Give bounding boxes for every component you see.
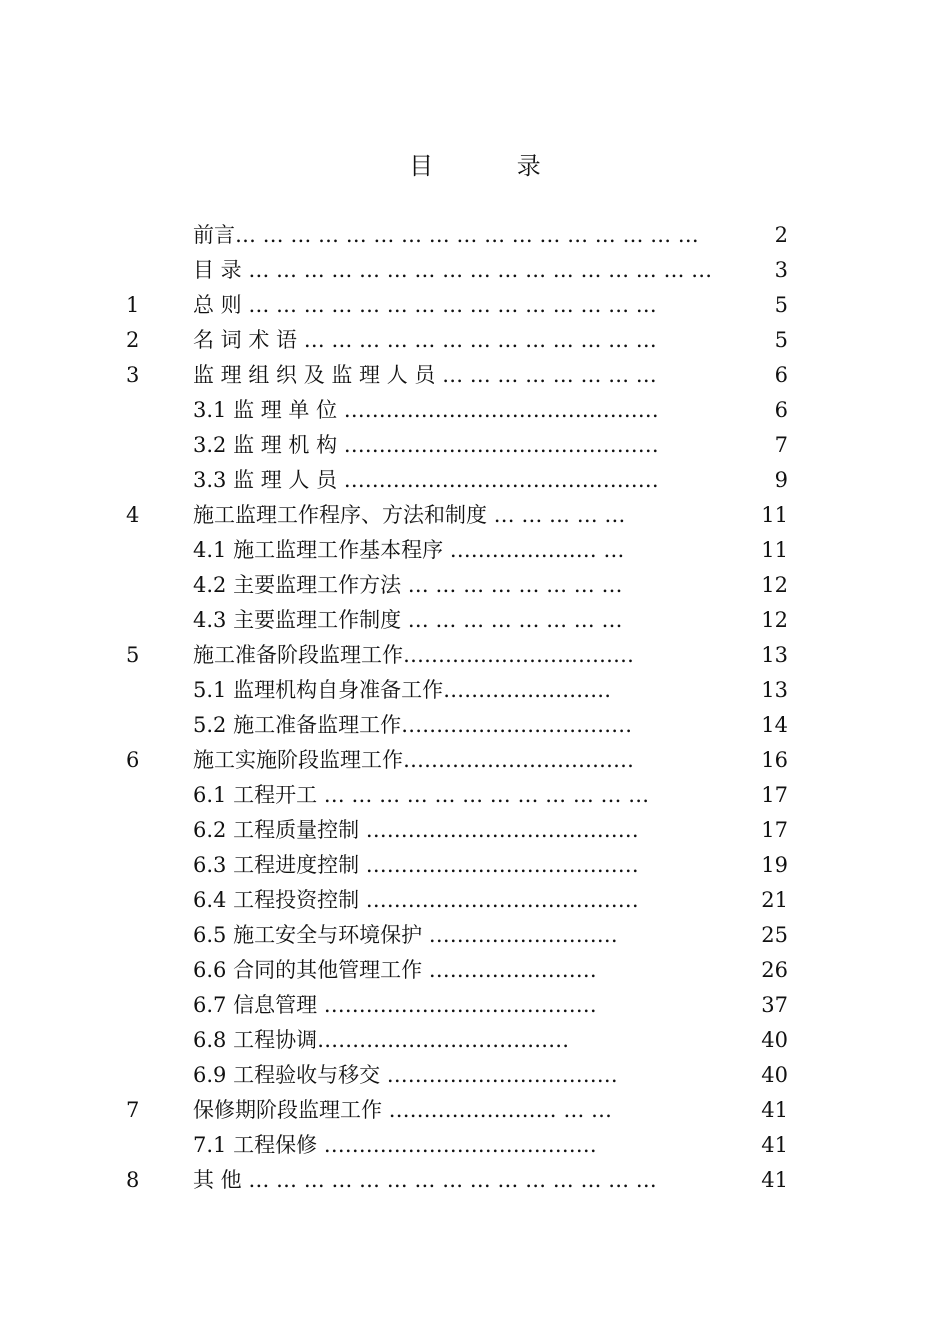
toc-entry[interactable] [0,848,950,883]
toc-entry-page: 7 [774,433,788,457]
toc-entry-number: 2 [126,328,140,352]
toc-entry-title: 6.6 合同的其他管理工作 …………………… [193,958,597,982]
toc-entry[interactable] [0,428,950,463]
toc-entry-page: 26 [761,958,788,982]
toc-entry-title: 6.8 工程协调……………………………… [193,1028,570,1052]
toc-entry[interactable] [0,463,950,498]
toc-entry-page: 12 [761,573,788,597]
toc-entry-page: 3 [774,258,788,282]
toc-entry-title: 3.3 监 理 人 员 ……………………………………… [193,468,659,492]
toc-entry[interactable] [0,638,950,673]
toc-entry-title: 名 词 术 语 … … … … … … … … … … … … … [193,328,657,352]
toc-entry[interactable] [0,393,950,428]
toc-entry[interactable] [0,1058,950,1093]
toc-entry[interactable] [0,253,950,288]
toc-entry-title: 其 他 … … … … … … … … … … … … … … … [193,1168,657,1192]
toc-entry-title: 6.4 工程投资控制 ………………………………… [193,888,639,912]
toc-entry-number: 8 [126,1168,140,1192]
toc-entry[interactable] [0,778,950,813]
toc-entry[interactable] [0,883,950,918]
toc-entry-page: 13 [761,643,788,667]
toc-entry-page: 40 [761,1063,788,1087]
toc-entry[interactable] [0,533,950,568]
toc-entry-title: 6.7 信息管理 ………………………………… [193,993,597,1017]
toc-entry[interactable] [0,1128,950,1163]
toc-entry[interactable] [0,288,950,323]
toc-entry-title: 4.1 施工监理工作基本程序 ………………… … [193,538,625,562]
toc-entry[interactable] [0,673,950,708]
toc-entry-title: 6.3 工程进度控制 ………………………………… [193,853,639,877]
toc-entry-page: 41 [761,1168,788,1192]
toc-entry-title: 4.3 主要监理工作制度 … … … … … … … … [193,608,623,632]
toc-entry[interactable] [0,1163,950,1198]
toc-entry-number: 1 [126,293,140,317]
toc-entry-title: 4.2 主要监理工作方法 … … … … … … … … [193,573,623,597]
toc-entry-title: 施工监理工作程序、方法和制度 … … … … … [193,503,626,527]
toc-entry-page: 6 [774,398,788,422]
toc-entry-title: 6.1 工程开工 … … … … … … … … … … … … [193,783,650,807]
toc-entry-page: 11 [761,538,788,562]
table-of-contents [0,218,950,1198]
toc-entry[interactable] [0,358,950,393]
toc-entry[interactable] [0,813,950,848]
toc-entry-title: 施工实施阶段监理工作…………………………… [193,748,634,772]
toc-entry[interactable] [0,953,950,988]
toc-entry[interactable] [0,568,950,603]
toc-entry-page: 17 [761,783,788,807]
toc-entry-page: 16 [761,748,788,772]
toc-entry-page: 37 [761,993,788,1017]
toc-entry-title: 施工准备阶段监理工作…………………………… [193,643,634,667]
toc-entry-page: 41 [761,1098,788,1122]
toc-entry-page: 2 [774,223,788,247]
toc-entry[interactable] [0,323,950,358]
toc-entry-title: 目 录 … … … … … … … … … … … … … … … … … [193,258,713,282]
toc-entry-page: 41 [761,1133,788,1157]
toc-entry-page: 17 [761,818,788,842]
toc-entry-page: 14 [761,713,788,737]
toc-entry[interactable] [0,918,950,953]
toc-entry-title: 前言… … … … … … … … … … … … … … … … … [193,223,699,247]
toc-entry-title: 监 理 组 织 及 监 理 人 员 … … … … … … … … [193,363,657,387]
toc-entry[interactable] [0,218,950,253]
toc-entry-page: 21 [761,888,788,912]
toc-entry-page: 19 [761,853,788,877]
toc-entry-title: 3.2 监 理 机 构 ……………………………………… [193,433,659,457]
toc-entry-title: 5.1 监理机构自身准备工作…………………… [193,678,612,702]
toc-entry-page: 9 [774,468,788,492]
toc-entry-page: 11 [761,503,788,527]
toc-entry-page: 5 [774,328,788,352]
toc-entry[interactable] [0,1023,950,1058]
toc-entry-page: 12 [761,608,788,632]
toc-entry-title: 5.2 施工准备监理工作…………………………… [193,713,633,737]
toc-entry-page: 5 [774,293,788,317]
toc-entry[interactable] [0,988,950,1023]
toc-entry-title: 6.5 施工安全与环境保护 ……………………… [193,923,618,947]
page-title: 目 录 [409,152,579,180]
toc-entry-number: 4 [126,503,140,527]
toc-entry[interactable] [0,1093,950,1128]
toc-entry-title: 6.2 工程质量控制 ………………………………… [193,818,639,842]
toc-entry-title: 总 则 … … … … … … … … … … … … … … … [193,293,657,317]
toc-entry-page: 6 [774,363,788,387]
toc-entry-title: 7.1 工程保修 ………………………………… [193,1133,597,1157]
toc-entry[interactable] [0,603,950,638]
toc-entry-number: 5 [126,643,140,667]
toc-entry-page: 25 [761,923,788,947]
toc-entry[interactable] [0,498,950,533]
toc-entry-number: 7 [126,1098,140,1122]
toc-entry-number: 3 [126,363,140,387]
toc-entry-page: 13 [761,678,788,702]
toc-entry-title: 保修期阶段监理工作 …………………… … … [193,1098,613,1122]
toc-entry-title: 6.9 工程验收与移交 …………………………… [193,1063,618,1087]
toc-entry[interactable] [0,708,950,743]
toc-entry[interactable] [0,743,950,778]
toc-entry-page: 40 [761,1028,788,1052]
toc-entry-number: 6 [126,748,140,772]
toc-entry-title: 3.1 监 理 单 位 ……………………………………… [193,398,659,422]
